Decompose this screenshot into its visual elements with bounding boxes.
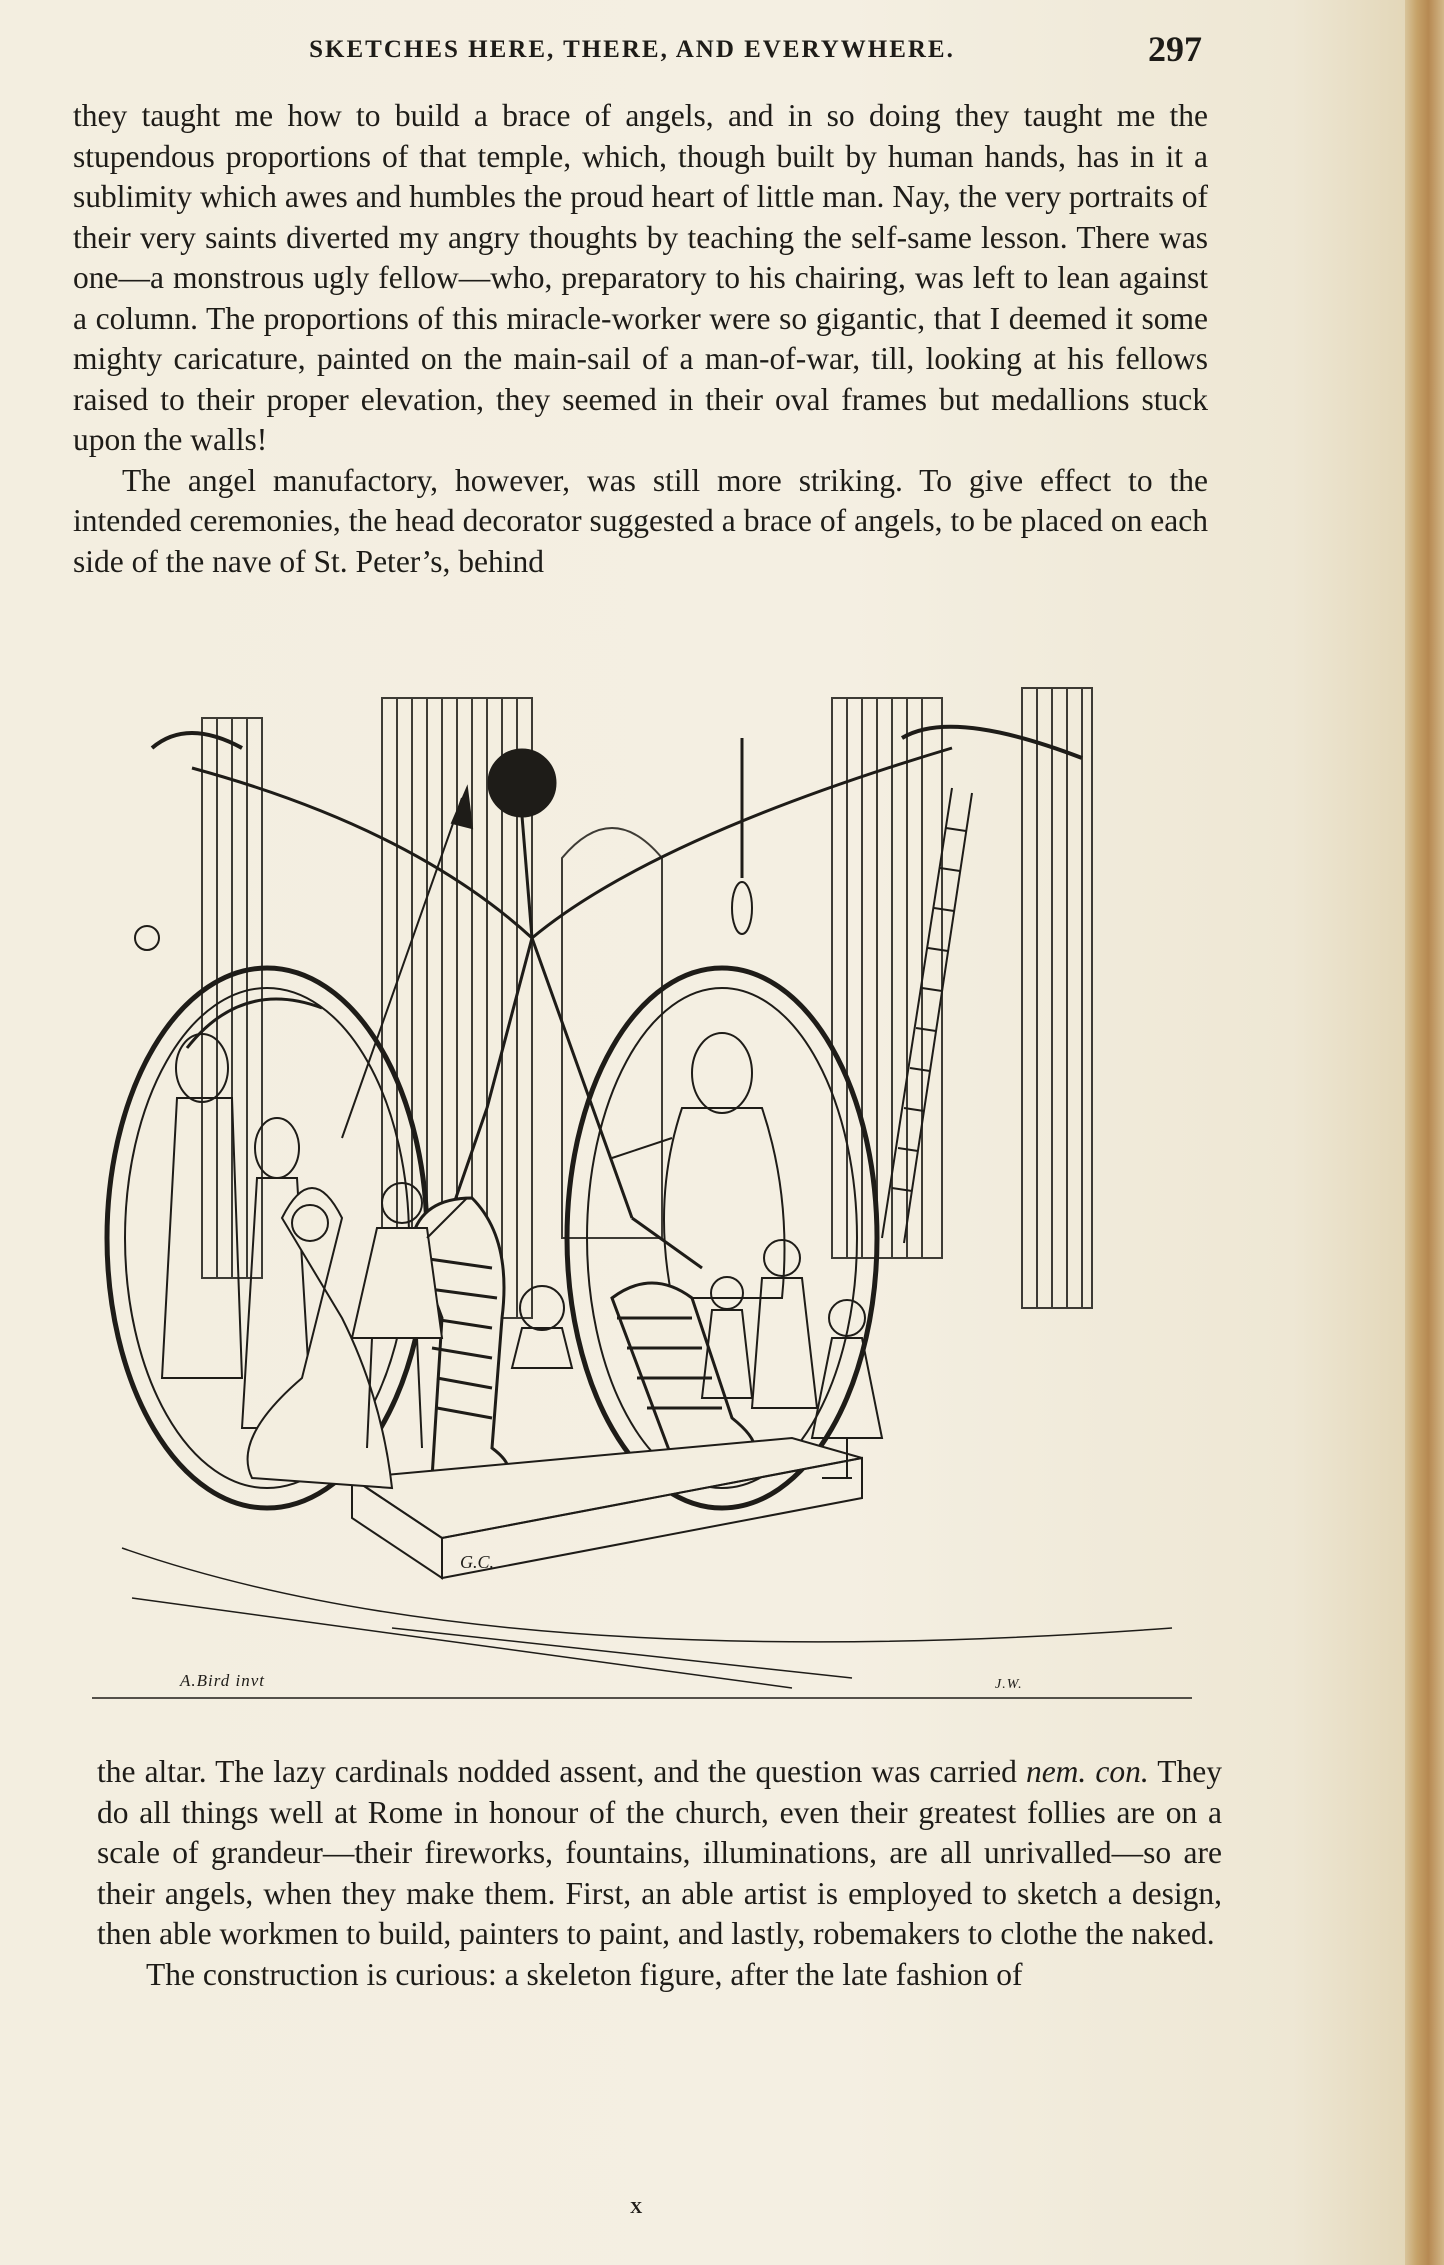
page-number: 297 [1148,29,1202,69]
engraver-signature: A.Bird invt [180,1671,265,1690]
paragraph: they taught me how to build a brace of angels, and in so doing they taught me the stupendous proportions of that temple, which, though built by human hands, has in it a sublimity which awes and humbles the proud heart of little man. Nay, the very portraits of their very saints diverted my angry thoughts by teaching the self-same lesson. There was one—a monstrous ugly fellow—who, preparatory to his chairing, was left to lean against a column. The proportions of this miracle-worker were so gigantic, that I deemed it some mighty caricature, painted on the main-sail of a man-of-war, till, looking at his fellows raised to their proper elevation, they seemed in their oval frames but medallions stuck upon the walls! [73,98,1208,457]
paragraph: The construction is curious: a skeleton figure, after the late fashion of [146,1956,1023,1992]
page-edge [1405,0,1444,2265]
signature-mark: X [630,2198,644,2217]
body-text-top [73,96,1208,582]
engraver-initials: J.W. [995,1677,1023,1692]
pedestal [352,1438,862,1578]
running-title: SKETCHES HERE, THERE, AND EVERYWHERE. [309,36,955,63]
engraving-illustration [92,678,1202,1743]
body-text-bottom [97,1752,1222,1995]
paragraph: The angel manufactory, however, was still more striking. To give effect to the intended ceremonies, the head decorator suggested a brace of angels, to be placed on each side of the nave of St. Peter’s, behind [73,462,1208,579]
pedestal-initials: G.C. [460,1552,495,1572]
emphasis: nem. con. [1025,1754,1149,1789]
ladder [882,788,972,1243]
paragraph: the altar. The lazy cardinals nodded assent, and the question was carried nem. con. They do all things well at Rome in honour of the church, even their greatest follies are on a scale of grandeur—their fireworks, fountains, illuminations, are all unrivalled—so are their angels, when they make them. First, an able artist is employed to sketch a design, then able workmen to build, painters to paint, and lastly, robemakers to clothe the naked. [97,1754,1222,1951]
